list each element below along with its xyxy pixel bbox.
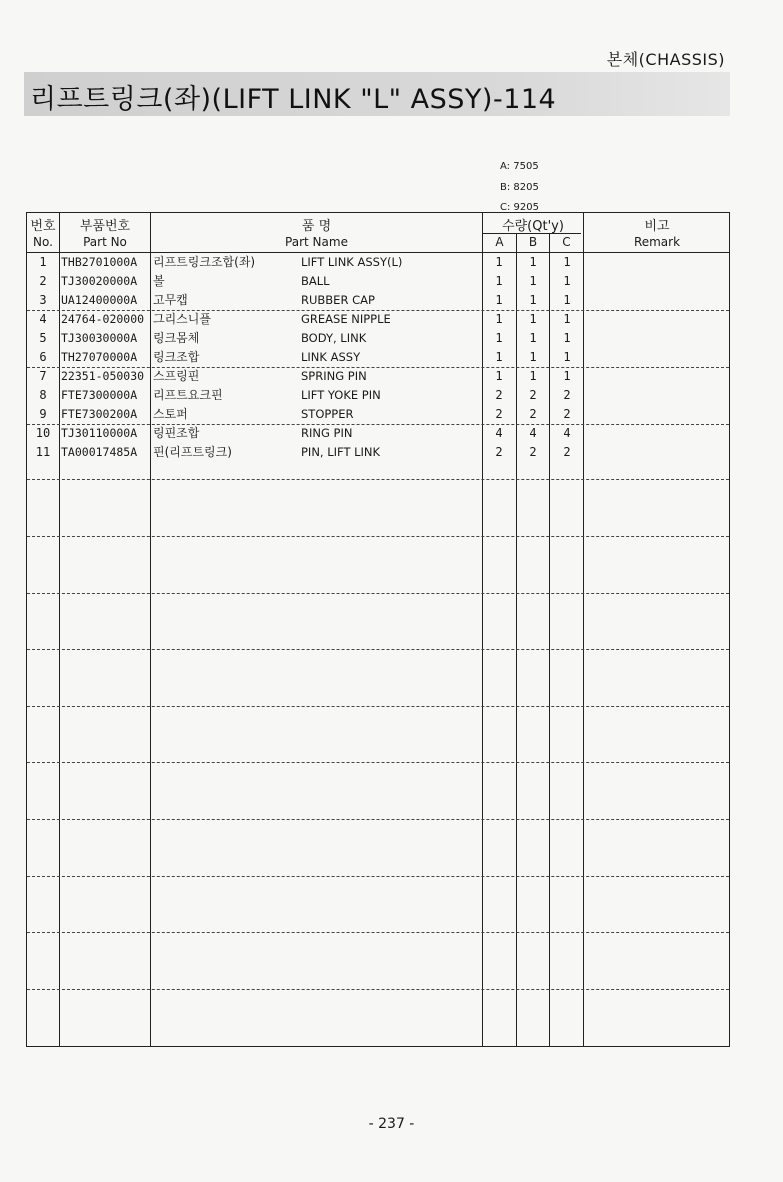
header-no-kr: 번호 [30, 219, 56, 234]
blank-rule [27, 706, 729, 707]
model-a: A: 7505 [500, 161, 539, 172]
blank-rule [27, 762, 729, 763]
header-qty-c: C [562, 235, 571, 249]
model-b: B: 8205 [500, 181, 539, 193]
table-row: 1 THB2701000A 리프트링크조합(좌) LIFT LINK ASSY(L) 1 1 1 [39, 255, 571, 269]
table-row: 9 FTE7300200A 스토퍼 STOPPER 2 2 2 [39, 407, 571, 421]
table-row: 5 TJ30030000A 링크몸체 BODY, LINK 1 1 1 [39, 331, 571, 345]
blank-rule [27, 536, 729, 537]
header-no-en: No. [33, 235, 53, 249]
table-row: 7 22351-050030 스프링핀 SPRING PIN 1 1 1 [39, 369, 571, 383]
blank-rule [27, 932, 729, 933]
table-row: 11 TA00017485A 핀(리프트링크) PIN, LIFT LINK 2 2 2 [35, 445, 571, 459]
blank-rule [27, 819, 729, 820]
blank-rule [27, 876, 729, 877]
parts-table [26, 212, 730, 1047]
section-label: 본체(CHASSIS) [606, 50, 725, 69]
page-number: - 237 - [368, 1116, 415, 1132]
table-row: 4 24764-020000 그리스니플 GREASE NIPPLE 1 1 1 [39, 312, 571, 326]
blank-rule [27, 649, 729, 650]
header-remark-kr: 비고 [644, 219, 670, 234]
title-bar [24, 72, 730, 116]
table-body [27, 253, 729, 462]
page-title: 리프트링크(좌)(LIFT LINK "L" ASSY)-114 [30, 84, 557, 115]
blank-rule [27, 593, 729, 594]
model-c: C: 9205 [500, 202, 539, 213]
header-part-kr: 부품번호 [79, 219, 131, 234]
table-row: 8 FTE7300000A 리프트요크핀 LIFT YOKE PIN 2 2 2 [39, 388, 571, 402]
header-name-en: Part Name [285, 235, 348, 249]
model-legend [500, 157, 539, 219]
header-qty-a: A [495, 235, 504, 249]
header-remark-en: Remark [633, 235, 681, 249]
header-name-kr: 품 명 [301, 219, 332, 234]
blank-rule [27, 989, 729, 990]
header-qty: 수량(Qt'y) [502, 219, 564, 234]
blank-rule [27, 479, 729, 480]
header-part-en: Part No [83, 235, 127, 249]
table-row: 6 TH27070000A 링크조합 LINK ASSY 1 1 1 [39, 350, 571, 364]
table-row: 10 TJ30110000A 링핀조합 RING PIN 4 4 4 [35, 426, 571, 440]
header-qty-b: B [528, 235, 538, 249]
table-row: 3 UA12400000A 고무캡 RUBBER CAP 1 1 1 [39, 293, 571, 307]
table-row: 2 TJ30020000A 볼 BALL 1 1 1 [39, 274, 571, 288]
